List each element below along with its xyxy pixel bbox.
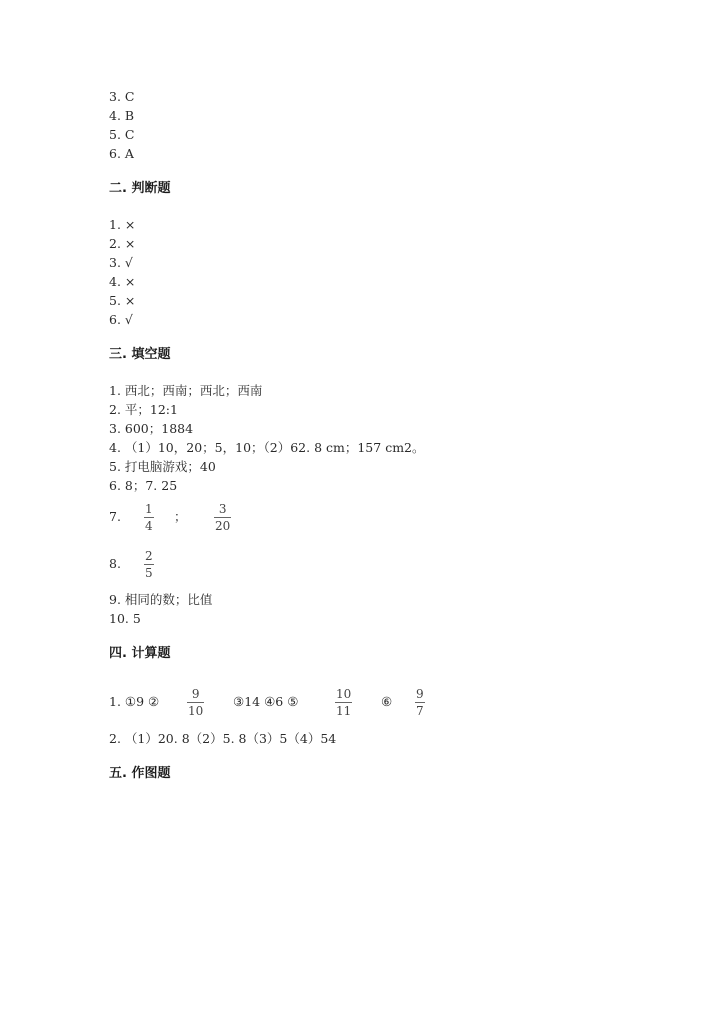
fraction-denominator: 5	[145, 566, 153, 580]
fraction-denominator: 10	[188, 704, 204, 718]
fraction-bar	[415, 702, 425, 703]
section-heading-drawing: 五. 作图题	[109, 766, 171, 781]
answer-line: 3. C	[109, 89, 135, 104]
answer-line: 5. 打电脑游戏；40	[109, 459, 216, 474]
fraction-bar	[214, 517, 231, 518]
answer-line: 2. ×	[109, 236, 136, 251]
fraction-numerator: 1	[145, 502, 153, 516]
answer-line: 1. ×	[109, 217, 136, 232]
fraction	[144, 549, 154, 580]
fraction-denominator: 7	[416, 704, 424, 718]
fraction-numerator: 9	[416, 687, 424, 701]
answer-line: 6. A	[109, 146, 134, 161]
answer-line: 4. B	[109, 108, 135, 123]
fraction-numerator: 9	[191, 687, 200, 701]
section-heading-judgement: 二. 判断题	[109, 181, 171, 196]
answer-line: 2. （1）20. 8（2）5. 8（3）5（4）54	[109, 731, 337, 746]
fraction-denominator: 20	[215, 519, 231, 533]
answer-line: 9. 相同的数；比值	[109, 592, 213, 607]
answer-line: 6. 8；7. 25	[109, 478, 178, 493]
fraction-bar	[187, 702, 204, 703]
calc-q1-circle-six: ⑥	[381, 694, 393, 709]
fraction	[214, 502, 231, 533]
calc-q1-prefix: 1. ①9 ②	[109, 694, 160, 709]
answer-line: 2. 平；12:1	[109, 402, 178, 417]
fraction-numerator: 10	[336, 687, 352, 701]
answer-line: 10. 5	[109, 611, 141, 626]
fraction-bar	[335, 702, 352, 703]
separator: ；	[174, 509, 187, 524]
fraction	[187, 687, 204, 718]
fraction-numerator: 2	[145, 549, 153, 563]
fraction-bar	[144, 564, 154, 565]
answer-line: 3. 600；1884	[109, 421, 194, 436]
calc-q1-middle: ③14 ④6 ⑤	[233, 694, 299, 709]
fraction	[335, 687, 352, 718]
answer-line: 4. （1）10，20；5，10；（2）62. 8 cm；157 cm2。	[109, 440, 425, 455]
fraction-numerator: 3	[218, 502, 227, 516]
answer-line: 3. √	[109, 255, 133, 270]
answer-line: 5. ×	[109, 293, 136, 308]
section-heading-fill-blank: 三. 填空题	[109, 347, 171, 362]
fraction	[144, 502, 154, 533]
answer-line: 4. ×	[109, 274, 136, 289]
section-heading-calculation: 四. 计算题	[109, 646, 171, 661]
fraction	[415, 687, 425, 718]
answer-line: 5. C	[109, 127, 135, 142]
fraction-denominator: 11	[336, 704, 352, 718]
answer-line: 6. √	[109, 312, 133, 327]
fraction-bar	[144, 517, 154, 518]
fraction-denominator: 4	[145, 519, 153, 533]
q7-label: 7.	[109, 509, 121, 524]
q8-label: 8.	[109, 556, 121, 571]
answer-line: 1. 西北；西南；西北；西南	[109, 383, 263, 398]
